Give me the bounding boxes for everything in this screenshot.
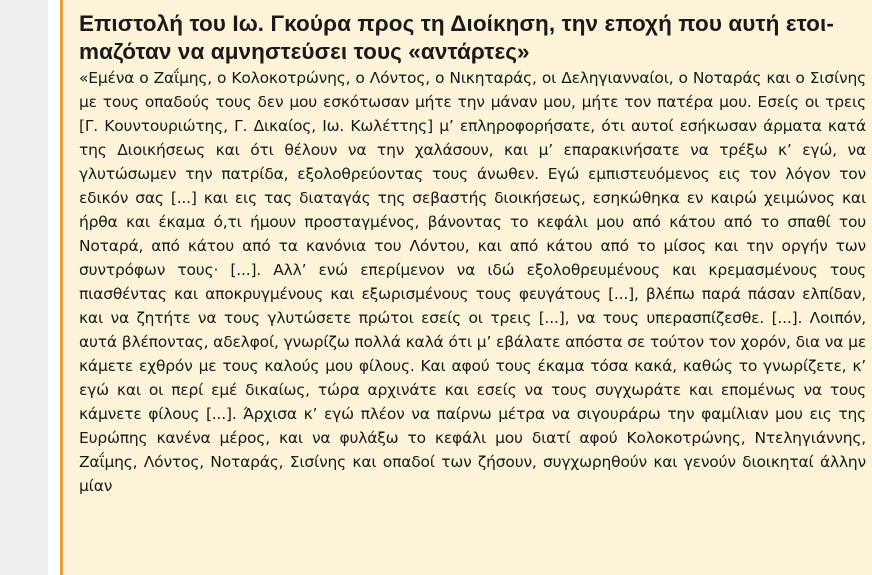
source-quote-text: «Εμένα ο Ζαΐμης, ο Κολοκοτρώνης, ο Λόντος, ο Νικηταράς, οι Δεληγιανναίοι, ο Νοταράς και ο Σισίνης με τους οπαδούς τους δεν μου εσκότωσαν μήτε την μάναν μου, μήτε τον πατέρα μου. Εσείς οι τρεις [Γ. Κουντουριώτης, Γ. Δικαίος, Ιω. Κωλέττης] μ’ επληροφορήσατε, ότι αυτοί εσήκωσαν άρματα κατά της Διοικήσεως και ότι θέλουν να την χαλάσουν, και μ’ επαρακινήσατε να τρέξω κ’ εγώ, να γλυτώσωμεν την πατρίδα, εξολοθρεύοντας τους άνωθεν. Εγώ εμπιστευόμενος εις τον λόγον τον εδικόν σας [...] και εις τας διαταγάς της σεβαστής διοικήσεως, εσηκώθηκα εν καιρώ χειμώνος και ήρθα και έκαμα ό,τι ήμουν προσταγμένος, βάνοντας το κεφάλι μου από κάτου από το σπαθί του Νοταρά, από κάτου από τα κανόνια του Λόντου, και από κάτου από το μίσος και την οργήν των συντρόφων τους· [...]. Αλλ’ ενώ επερίμενον να ιδώ εξολοθρευμένους και κρεμασμένους τους πιασθέντας και αποκρυγμένους και εξωρισμένους τους φευγάτους [...], βλέπω παρά πάσαν ελπίδαν, και να ζητήτε να τους γλυτώσετε πρώτοι εσείς οι τρεις [...], να τους υπερασπίζεσθε. [...]. Λοιπόν, αυτά βλέποντας, αδελφοί, γνωρίζω πολλά καλά ότι μ’ εβάλατε απόστα σε τούτον τον χορόν, δια να με κάμετε εχθρόν με τους καλούς μου φίλους. Και αφού τους έκαμα τόσα κακά, καθώς το γνωρίζετε, κ’ εγώ και οι περί εμέ δικαίως, τώρα αρχινάτε και εσείς να τους συγχωράτε και επομένως να τους κάμνετε φίλους [...]. Άρχισα κ’ εγώ πλέον να παίρνω μέτρα να σιγουράρω την φαμίλιαν μου εις της Ευρώπης κανένα μέρος, και να φυλάξω το κεφάλι μου διατί αφού Κολοκοτρώνης, Ντεληγιάννης, Ζαΐμης, Λόντος, Νοταράς, Σισίνης και οπαδοί των ζήσουν, συγχωρηθούν και γενούν διοικηταί άλλην μίαν — [79, 69, 866, 495]
source-title: Επιστολή του Ιω. Γκούρα προς τη Διοίκηση, την εποχή που αυτή ετοιmαζόταν να αμνηστεύσει τους «αντάρτες» — [79, 11, 834, 64]
page-margin — [0, 0, 48, 575]
source-box — [60, 0, 872, 575]
source-box-content — [63, 0, 872, 498]
